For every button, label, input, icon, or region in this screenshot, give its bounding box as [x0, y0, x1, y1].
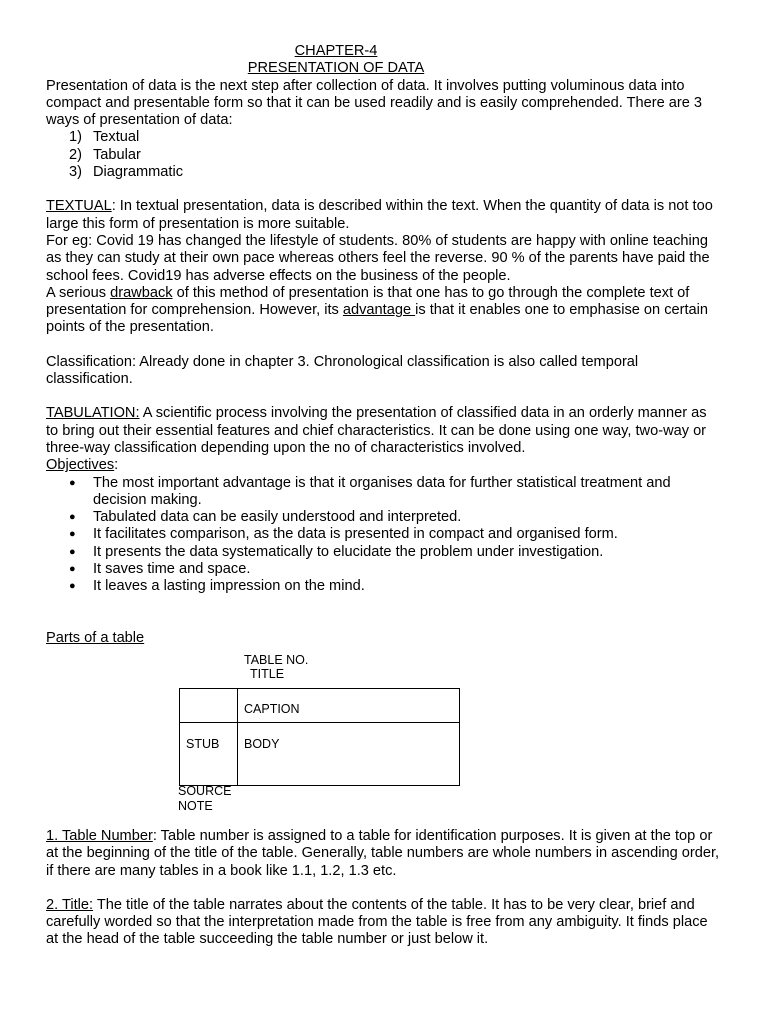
- textual-example: For eg: Covid 19 has changed the lifestyle of students. 80% of students are happy with online teaching as they can study at their own pace whereas others feel the reverse. 90 % of the parents have paid the school fees. Covid19 has adverse effects on the business of the people.: [46, 232, 710, 284]
- title-paragraph: 2. Title: The title of the table narrates about the contents of the table. It has to be very clear, brief and carefully worded so that the interpretation made from the table is free from any ambiguity. It finds place at the head of the table succeeding the table number or just below it.: [46, 896, 708, 948]
- textual-heading: TEXTUAL: [46, 198, 112, 215]
- body-label: BODY: [244, 736, 280, 751]
- ways-list: [46, 129, 722, 181]
- chapter-number: CHAPTER-4: [294, 43, 378, 59]
- table-no-label: TABLE NO.: [244, 652, 309, 667]
- tabulation-heading: TABULATION:: [46, 405, 140, 422]
- title-heading: 2. Title:: [46, 896, 94, 913]
- table-number-heading: 1. Table Number: [46, 827, 153, 844]
- table-outline: [179, 688, 460, 786]
- title-label: TITLE: [250, 666, 285, 681]
- chapter-title: PRESENTATION OF DATA: [247, 60, 425, 77]
- classification-paragraph: Classification: Already done in chapter 3. Chronological classification is also called temporal classification.: [46, 353, 639, 388]
- list-item: 1) Textual: [69, 129, 140, 146]
- list-item: ● It facilitates comparison, as the data is presented in compact and organised form.: [93, 526, 722, 543]
- parts-heading: Parts of a table: [46, 629, 145, 646]
- list-item: ● It leaves a lasting impression on the mind.: [93, 578, 722, 595]
- list-item: 3) Diagrammatic: [69, 164, 184, 181]
- textual-definition: TEXTUAL: In textual presentation, data is described within the text. When the quantity of data is not too large this form of presentation is more suitable.: [46, 198, 713, 232]
- textual-drawback: A serious drawback of this method of presentation is that one has to go through the complete text of presentation for comprehension. However, its advantage is that it enables one to emphasise on certain points of the presentation.: [46, 284, 709, 336]
- list-item: ● It presents the data systematically to elucidate the problem under investigation.: [93, 544, 722, 561]
- list-item: ● Tabulated data can be easily understood and interpreted.: [93, 509, 722, 526]
- caption-label: CAPTION: [244, 701, 300, 716]
- source-label: SOURCE: [178, 783, 232, 798]
- objectives-list: [46, 475, 722, 596]
- table-number-paragraph: 1. Table Number: Table number is assigned to a table for identification purposes. It is given at the top or at the beginning of the title of the table. Generally, table numbers are whole numbers in ascending order, if there are many tables in a book like 1.1, 1.2, 1.3 etc.: [46, 827, 720, 879]
- stub-label: STUB: [186, 736, 220, 751]
- table-parts-diagram: [46, 650, 722, 828]
- list-item: 2) Tabular: [69, 146, 141, 163]
- list-item: ● It saves time and space.: [93, 561, 722, 578]
- objectives-label: Objectives:: [46, 457, 119, 474]
- intro-paragraph: Presentation of data is the next step after collection of data. It involves putting voluminous data into compact and presentable form so that it can be used readily and is easily comprehended. There are 3 ways of presentation of data:: [46, 77, 703, 129]
- tabulation-paragraph: TABULATION: A scientific process involving the presentation of classified data in an orderly manner as to bring out their essential features and chief characteristics. It can be done using one way, two-way or three-way classification depending upon the no of characteristics involved.: [46, 405, 707, 456]
- note-label: NOTE: [178, 798, 213, 813]
- list-item: ● The most important advantage is that it organises data for further statistical treatment and decision making.: [93, 475, 722, 510]
- document-page: [46, 43, 722, 949]
